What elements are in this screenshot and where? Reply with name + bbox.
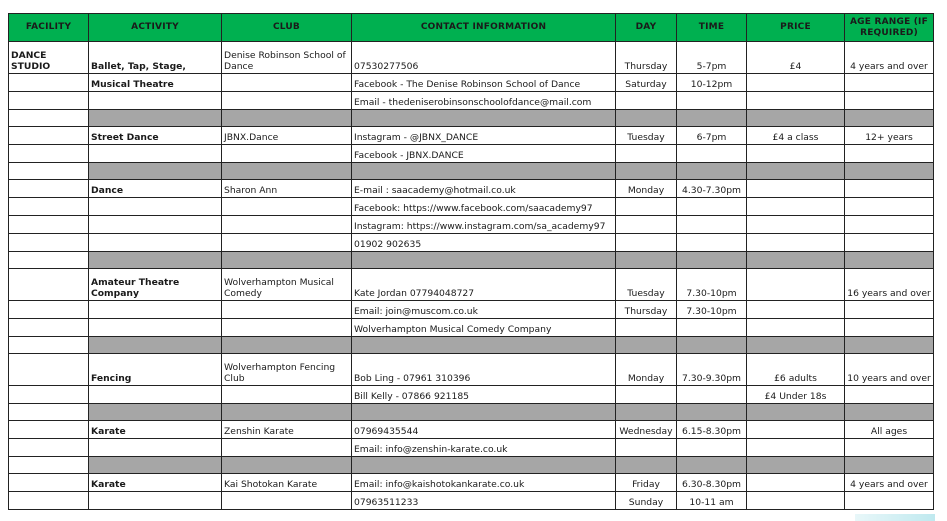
day-cell [616, 145, 677, 163]
header-day: DAY [616, 14, 677, 42]
table-row [9, 127, 934, 145]
separator-row [9, 163, 934, 180]
price-cell [747, 216, 845, 234]
separator-cell [616, 337, 677, 354]
club-cell [222, 216, 352, 234]
day-cell: Saturday [616, 74, 677, 92]
activity-cell: Karate [89, 421, 222, 439]
activity-cell [89, 492, 222, 510]
activity-cell: Dance [89, 180, 222, 198]
day-cell [616, 234, 677, 252]
club-cell: Kai Shotokan Karate [222, 474, 352, 492]
time-cell: 7.30-10pm [677, 269, 747, 301]
day-cell: Monday [616, 354, 677, 386]
header-price: PRICE [747, 14, 845, 42]
separator-cell [677, 110, 747, 127]
header-facility: FACILITY [9, 14, 89, 42]
contact-cell: Wolverhampton Musical Comedy Company [352, 319, 616, 337]
table-row [9, 421, 934, 439]
separator-cell [89, 404, 222, 421]
separator-cell [89, 163, 222, 180]
table-row [9, 216, 934, 234]
separator-cell [352, 163, 616, 180]
activity-cell: Karate [89, 474, 222, 492]
header-contact: CONTACT INFORMATION [352, 14, 616, 42]
activity-cell [89, 145, 222, 163]
table-row [9, 439, 934, 457]
age-cell [845, 492, 934, 510]
day-cell: Friday [616, 474, 677, 492]
activity-cell: Street Dance [89, 127, 222, 145]
price-cell [747, 198, 845, 216]
table-row [9, 301, 934, 319]
age-cell [845, 145, 934, 163]
age-cell [845, 216, 934, 234]
contact-cell: Email: info@kaishotokankarate.co.uk [352, 474, 616, 492]
price-cell [747, 319, 845, 337]
separator-row [9, 337, 934, 354]
activity-cell [89, 216, 222, 234]
age-cell [845, 319, 934, 337]
separator-cell [89, 337, 222, 354]
activity-cell [89, 319, 222, 337]
separator-cell [616, 457, 677, 474]
day-cell: Thursday [616, 301, 677, 319]
club-cell: Sharon Ann [222, 180, 352, 198]
club-cell: Zenshin Karate [222, 421, 352, 439]
facility-cell [9, 234, 89, 252]
club-cell [222, 198, 352, 216]
table-row [9, 492, 934, 510]
facility-cell [9, 198, 89, 216]
time-cell: 6-7pm [677, 127, 747, 145]
header-time: TIME [677, 14, 747, 42]
separator-cell [747, 110, 845, 127]
separator-cell [845, 163, 934, 180]
age-cell: 12+ years [845, 127, 934, 145]
contact-cell: 07530277506 [352, 42, 616, 74]
age-cell: 4 years and over [845, 474, 934, 492]
table-row [9, 474, 934, 492]
separator-cell [222, 404, 352, 421]
separator-cell [845, 404, 934, 421]
table-row [9, 386, 934, 404]
facility-cell [9, 92, 89, 110]
activity-cell [89, 198, 222, 216]
separator-cell [616, 110, 677, 127]
separator-cell [352, 457, 616, 474]
age-cell: 4 years and over [845, 42, 934, 74]
day-cell: Tuesday [616, 127, 677, 145]
day-cell [616, 216, 677, 234]
separator-cell [9, 252, 89, 269]
club-cell [222, 319, 352, 337]
contact-cell: Email: info@zenshin-karate.co.uk [352, 439, 616, 457]
price-cell: £4 Under 18s [747, 386, 845, 404]
table-row [9, 74, 934, 92]
day-cell: Tuesday [616, 269, 677, 301]
day-cell: Sunday [616, 492, 677, 510]
price-cell [747, 301, 845, 319]
facility-cell [9, 492, 89, 510]
facility-cell [9, 216, 89, 234]
club-cell [222, 92, 352, 110]
separator-cell [9, 457, 89, 474]
age-cell: 10 years and over [845, 354, 934, 386]
contact-cell: Kate Jordan 07794048727 [352, 269, 616, 301]
contact-cell: Facebook - The Denise Robinson School of Dance [352, 74, 616, 92]
header-activity: ACTIVITY [89, 14, 222, 42]
contact-cell: E-mail : saacademy@hotmail.co.uk [352, 180, 616, 198]
day-cell [616, 92, 677, 110]
time-cell [677, 198, 747, 216]
separator-cell [677, 337, 747, 354]
price-cell [747, 269, 845, 301]
age-cell [845, 74, 934, 92]
separator-cell [89, 252, 222, 269]
separator-cell [352, 252, 616, 269]
club-cell: Wolverhampton Musical Comedy [222, 269, 352, 301]
contact-cell: Instagram: https://www.instagram.com/sa_academy97 [352, 216, 616, 234]
separator-cell [747, 337, 845, 354]
contact-cell: Email: join@muscom.co.uk [352, 301, 616, 319]
facility-cell [9, 145, 89, 163]
club-cell: Wolverhampton Fencing Club [222, 354, 352, 386]
price-cell: £6 adults [747, 354, 845, 386]
separator-cell [352, 404, 616, 421]
separator-row [9, 404, 934, 421]
age-cell [845, 198, 934, 216]
separator-cell [747, 252, 845, 269]
table-row [9, 269, 934, 301]
contact-cell: 07963511233 [352, 492, 616, 510]
facility-cell [9, 180, 89, 198]
facility-cell [9, 386, 89, 404]
separator-cell [677, 252, 747, 269]
activity-cell [89, 234, 222, 252]
separator-cell [747, 163, 845, 180]
separator-cell [747, 457, 845, 474]
day-cell: Wednesday [616, 421, 677, 439]
age-cell: 16 years and over [845, 269, 934, 301]
time-cell: 5-7pm [677, 42, 747, 74]
time-cell [677, 145, 747, 163]
separator-cell [616, 252, 677, 269]
day-cell [616, 198, 677, 216]
activity-cell [89, 92, 222, 110]
time-cell: 10-12pm [677, 74, 747, 92]
header-row [9, 14, 934, 42]
contact-cell: Email - thedeniserobinsonschoolofdance@mail.com [352, 92, 616, 110]
age-cell [845, 92, 934, 110]
table-row [9, 319, 934, 337]
contact-cell: Facebook: https://www.facebook.com/saacademy97 [352, 198, 616, 216]
table-row [9, 145, 934, 163]
club-cell [222, 492, 352, 510]
separator-cell [222, 457, 352, 474]
day-cell: Thursday [616, 42, 677, 74]
time-cell [677, 216, 747, 234]
separator-cell [222, 163, 352, 180]
separator-row [9, 457, 934, 474]
time-cell [677, 439, 747, 457]
time-cell: 6.15-8.30pm [677, 421, 747, 439]
table-row [9, 180, 934, 198]
price-cell [747, 234, 845, 252]
table-row [9, 92, 934, 110]
contact-cell: Instagram - @JBNX_DANCE [352, 127, 616, 145]
separator-cell [845, 457, 934, 474]
contact-cell: 01902 902635 [352, 234, 616, 252]
club-cell [222, 145, 352, 163]
separator-cell [352, 337, 616, 354]
price-cell [747, 421, 845, 439]
separator-cell [845, 337, 934, 354]
header-club: CLUB [222, 14, 352, 42]
price-cell [747, 74, 845, 92]
price-cell [747, 92, 845, 110]
price-cell [747, 439, 845, 457]
age-cell [845, 180, 934, 198]
activity-cell: Fencing [89, 354, 222, 386]
separator-cell [9, 110, 89, 127]
contact-cell: 07969435544 [352, 421, 616, 439]
facility-cell [9, 74, 89, 92]
day-cell [616, 439, 677, 457]
header-age-range: AGE RANGE (IF REQUIRED) [845, 14, 934, 42]
separator-cell [677, 404, 747, 421]
price-cell [747, 180, 845, 198]
age-cell [845, 386, 934, 404]
separator-cell [89, 110, 222, 127]
separator-cell [747, 404, 845, 421]
facility-cell [9, 421, 89, 439]
separator-row [9, 252, 934, 269]
time-cell [677, 92, 747, 110]
club-cell [222, 74, 352, 92]
activity-cell [89, 386, 222, 404]
table-row [9, 198, 934, 216]
club-cell: Denise Robinson School of Dance [222, 42, 352, 74]
separator-cell [352, 110, 616, 127]
table-row [9, 234, 934, 252]
facility-cell [9, 474, 89, 492]
time-cell [677, 319, 747, 337]
contact-cell: Bill Kelly - 07866 921185 [352, 386, 616, 404]
contact-cell: Bob Ling - 07961 310396 [352, 354, 616, 386]
time-cell [677, 386, 747, 404]
separator-cell [677, 163, 747, 180]
activity-cell [89, 301, 222, 319]
facility-cell: DANCE STUDIO [9, 42, 89, 74]
price-cell: £4 a class [747, 127, 845, 145]
activity-cell: Amateur Theatre Company [89, 269, 222, 301]
table-row [9, 354, 934, 386]
age-cell [845, 301, 934, 319]
facility-cell [9, 301, 89, 319]
age-cell [845, 234, 934, 252]
day-cell: Monday [616, 180, 677, 198]
separator-row [9, 110, 934, 127]
club-cell [222, 234, 352, 252]
activity-cell: Ballet, Tap, Stage, [89, 42, 222, 74]
separator-cell [616, 404, 677, 421]
separator-cell [677, 457, 747, 474]
price-cell: £4 [747, 42, 845, 74]
facility-cell [9, 319, 89, 337]
contact-cell: Facebook - JBNX.DANCE [352, 145, 616, 163]
separator-cell [9, 404, 89, 421]
separator-cell [9, 163, 89, 180]
facility-cell [9, 354, 89, 386]
day-cell [616, 319, 677, 337]
age-cell [845, 439, 934, 457]
separator-cell [845, 110, 934, 127]
separator-cell [222, 252, 352, 269]
time-cell: 4.30-7.30pm [677, 180, 747, 198]
time-cell [677, 234, 747, 252]
table-row [9, 42, 934, 74]
price-cell [747, 474, 845, 492]
table-body [9, 42, 934, 510]
club-cell [222, 386, 352, 404]
separator-cell [9, 337, 89, 354]
facility-cell [9, 269, 89, 301]
separator-cell [89, 457, 222, 474]
time-cell: 6.30-8.30pm [677, 474, 747, 492]
day-cell [616, 386, 677, 404]
club-cell: JBNX.Dance [222, 127, 352, 145]
activity-cell [89, 439, 222, 457]
activity-cell: Musical Theatre [89, 74, 222, 92]
separator-cell [616, 163, 677, 180]
separator-cell [222, 337, 352, 354]
separator-cell [845, 252, 934, 269]
decorative-logo-fragment [855, 514, 935, 521]
age-cell: All ages [845, 421, 934, 439]
facility-cell [9, 439, 89, 457]
activity-schedule-table [8, 13, 934, 510]
facility-cell [9, 127, 89, 145]
separator-cell [222, 110, 352, 127]
club-cell [222, 301, 352, 319]
price-cell [747, 492, 845, 510]
price-cell [747, 145, 845, 163]
time-cell: 10-11 am [677, 492, 747, 510]
time-cell: 7.30-10pm [677, 301, 747, 319]
time-cell: 7.30-9.30pm [677, 354, 747, 386]
club-cell [222, 439, 352, 457]
